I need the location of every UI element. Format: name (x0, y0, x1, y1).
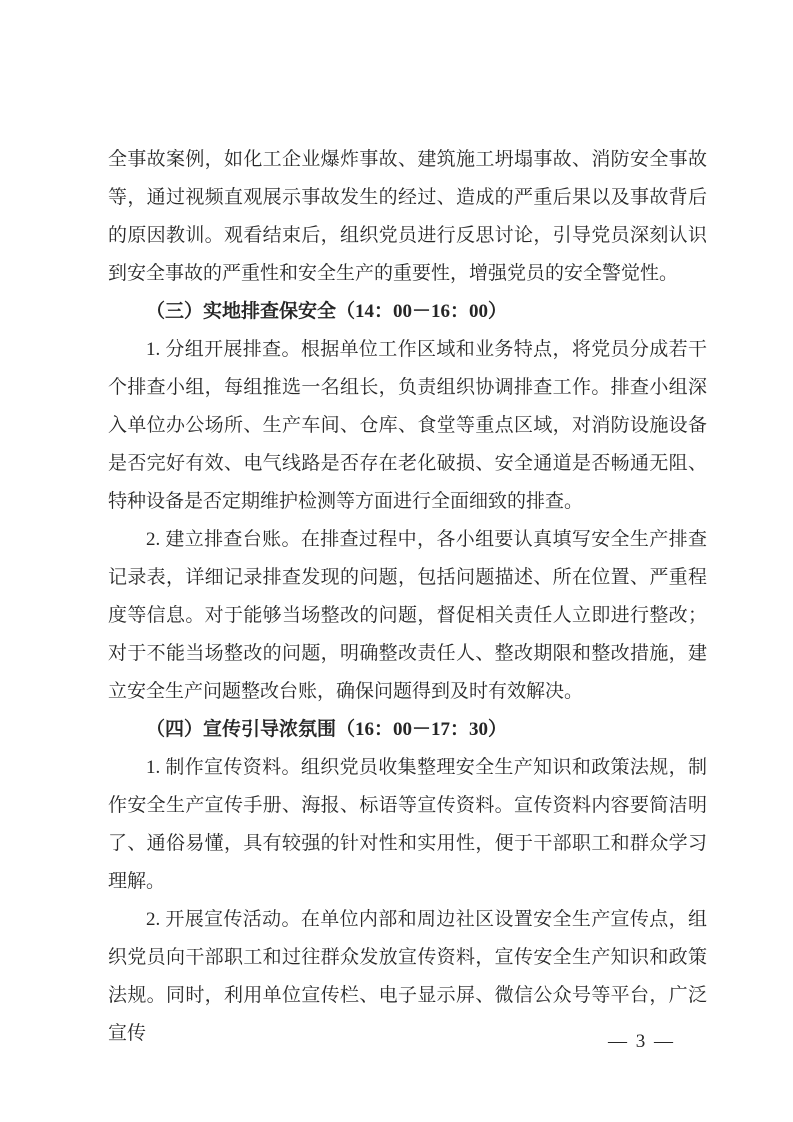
section-heading-3-onsite-inspection: （三）实地排查保安全（14：00－16：00） (146, 301, 508, 322)
paragraph-4-1-publicity-materials: 1. 制作宣传资料。组织党员收集整理安全生产知识和政策法规，制作安全生产宣传手册、海报、标语等宣传资料。宣传资料内容要简洁明了、通俗易懂，具有较强的针对性和实用性，便于干部职工和群众学习理解。 (108, 757, 707, 892)
page-number: — 3 — (608, 1031, 675, 1052)
paragraph-4-2-publicity-activities: 2. 开展宣传活动。在单位内部和周边社区设置安全生产宣传点，组织党员向干部职工和过往群众发放宣传资料，宣传安全生产知识和政策法规。同时，利用单位宣传栏、电子显示屏、微信公众号等平台，广泛宣传 (108, 909, 707, 1044)
paragraph-accident-video-study: 全事故案例，如化工企业爆炸事故、建筑施工坍塌事故、消防安全事故等，通过视频直观展示事故发生的经过、造成的严重后果以及事故背后的原因教训。观看结束后，组织党员进行反思讨论，引导党员深刻认识到安全事故的严重性和安全生产的重要性，增强党员的安全警觉性。 (108, 149, 707, 284)
section-heading-4-publicity-atmosphere: （四）宣传引导浓氛围（16：00－17：30） (146, 719, 508, 740)
document-body (108, 141, 707, 1053)
paragraph-3-1-group-inspection: 1. 分组开展排查。根据单位工作区域和业务特点，将党员分成若干个排查小组，每组推选一名组长，负责组织协调排查工作。排查小组深入单位办公场所、生产车间、仓库、食堂等重点区域，对消防设施设备是否完好有效、电气线路是否存在老化破损、安全通道是否畅通无阻、特种设备是否定期维护检测等方面进行全面细致的排查。 (108, 339, 707, 512)
paragraph-3-2-inspection-ledger: 2. 建立排查台账。在排查过程中，各小组要认真填写安全生产排查记录表，详细记录排查发现的问题，包括问题描述、所在位置、严重程度等信息。对于能够当场整改的问题，督促相关责任人立即进行整改；对于不能当场整改的问题，明确整改责任人、整改期限和整改措施，建立安全生产问题整改台账，确保问题得到及时有效解决。 (108, 529, 707, 702)
